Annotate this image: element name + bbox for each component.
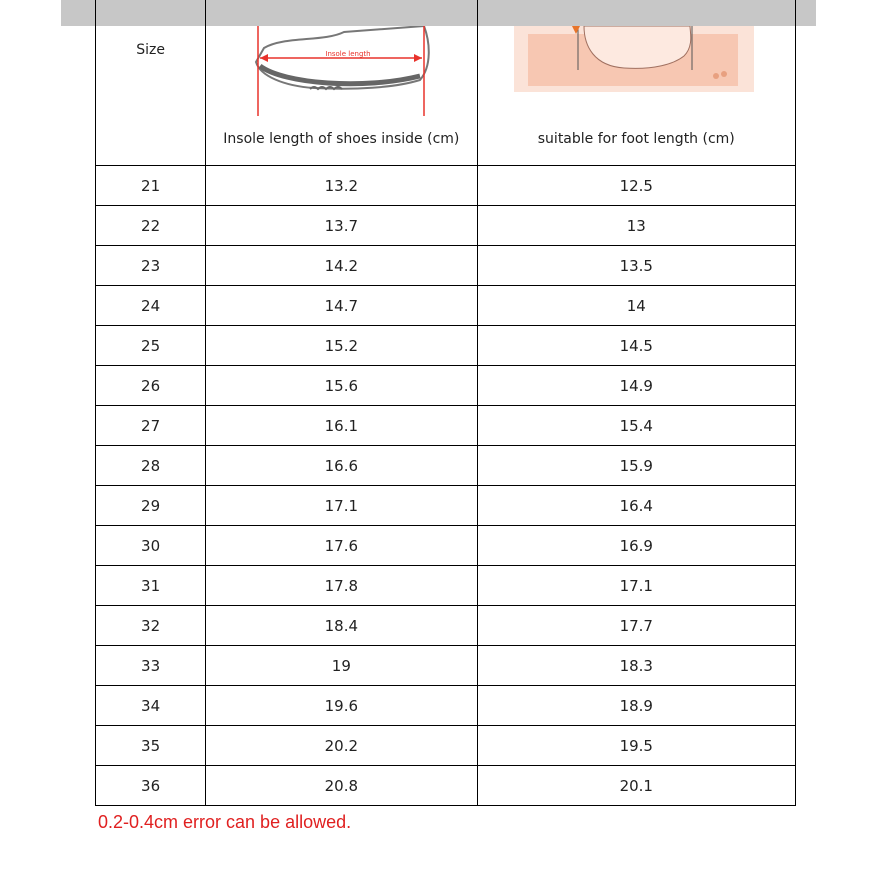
table-row — [96, 366, 796, 406]
size-cell: 36 — [96, 766, 206, 806]
insole-cell: 16.1 — [206, 406, 477, 446]
size-column-label: Size — [136, 42, 165, 58]
size-cell: 29 — [96, 486, 206, 526]
insole-cell: 17.1 — [206, 486, 477, 526]
size-chart-table — [95, 0, 796, 806]
header-size-cell — [96, 0, 206, 166]
insole-cell: 17.6 — [206, 526, 477, 566]
foot-cell: 13 — [477, 206, 795, 246]
header-insole-cell — [206, 0, 477, 166]
foot-cell: 17.1 — [477, 566, 795, 606]
foot-cell: 16.9 — [477, 526, 795, 566]
header-foot-cell — [477, 0, 795, 166]
insole-cell: 15.2 — [206, 326, 477, 366]
size-cell: 26 — [96, 366, 206, 406]
table-row — [96, 646, 796, 686]
table-row — [96, 326, 796, 366]
insole-cell: 16.6 — [206, 446, 477, 486]
size-cell: 34 — [96, 686, 206, 726]
foot-column-caption: suitable for foot length (cm) — [537, 131, 735, 147]
table-row — [96, 606, 796, 646]
insole-cell: 17.8 — [206, 566, 477, 606]
size-cell: 31 — [96, 566, 206, 606]
foot-cell: 17.7 — [477, 606, 795, 646]
size-cell: 23 — [96, 246, 206, 286]
insole-cell: 14.7 — [206, 286, 477, 326]
table-row — [96, 766, 796, 806]
insole-cell: 19.6 — [206, 686, 477, 726]
insole-cell: 20.2 — [206, 726, 477, 766]
table-row — [96, 286, 796, 326]
size-cell: 25 — [96, 326, 206, 366]
foot-cell: 15.4 — [477, 406, 795, 446]
insole-column-caption: Insole length of shoes inside (cm) — [223, 131, 460, 147]
insole-cell: 20.8 — [206, 766, 477, 806]
size-cell: 28 — [96, 446, 206, 486]
foot-measure-diagram-icon — [514, 26, 754, 96]
table-row — [96, 686, 796, 726]
foot-cell: 14.9 — [477, 366, 795, 406]
size-cell: 30 — [96, 526, 206, 566]
size-cell: 21 — [96, 166, 206, 206]
foot-cell: 14 — [477, 286, 795, 326]
table-row — [96, 446, 796, 486]
foot-cell: 12.5 — [477, 166, 795, 206]
foot-cell: 13.5 — [477, 246, 795, 286]
table-row — [96, 726, 796, 766]
size-cell: 35 — [96, 726, 206, 766]
size-cell: 22 — [96, 206, 206, 246]
insole-cell: 13.2 — [206, 166, 477, 206]
insole-cell: 13.7 — [206, 206, 477, 246]
tolerance-note: 0.2-0.4cm error can be allowed. — [98, 812, 352, 832]
table-row — [96, 526, 796, 566]
size-cell: 24 — [96, 286, 206, 326]
insole-diagram-label: Insole length — [325, 50, 371, 58]
size-cell: 27 — [96, 406, 206, 446]
foot-cell: 18.9 — [477, 686, 795, 726]
table-row — [96, 206, 796, 246]
size-cell: 33 — [96, 646, 206, 686]
table-row — [96, 406, 796, 446]
foot-cell: 14.5 — [477, 326, 795, 366]
foot-cell: 19.5 — [477, 726, 795, 766]
table-row — [96, 486, 796, 526]
insole-cell: 18.4 — [206, 606, 477, 646]
table-row — [96, 166, 796, 206]
shoe-insole-diagram-icon — [244, 26, 434, 118]
foot-cell: 16.4 — [477, 486, 795, 526]
table-row — [96, 246, 796, 286]
foot-cell: 18.3 — [477, 646, 795, 686]
insole-cell: 14.2 — [206, 246, 477, 286]
size-cell: 32 — [96, 606, 206, 646]
foot-cell: 20.1 — [477, 766, 795, 806]
foot-cell: 15.9 — [477, 446, 795, 486]
insole-cell: 19 — [206, 646, 477, 686]
table-row — [96, 566, 796, 606]
table-header-row — [96, 0, 796, 166]
insole-cell: 15.6 — [206, 366, 477, 406]
